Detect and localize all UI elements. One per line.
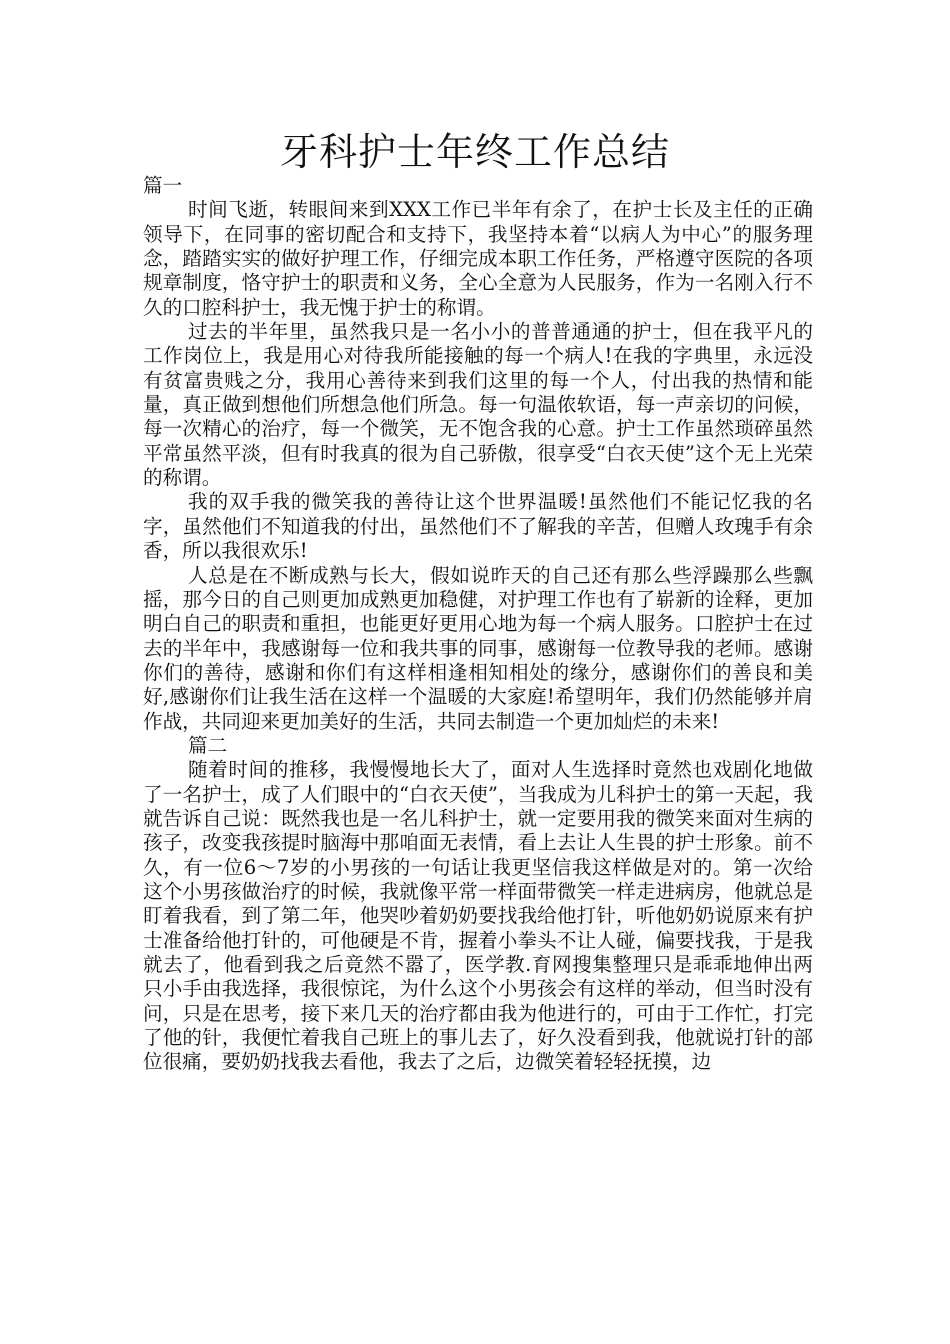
paragraph: 随着时间的推移，我慢慢地长大了，面对人生选择时竟然也戏剧化地做了一名护士，成了人们眼中的“白衣天使”，当我成为儿科护士的第一天起，我就告诉自己说：既然我也是一名儿科护士，就一定要用我的微笑来面对生病的孩子，改变我孩提时脑海中那咱面无表情，看上去让人生畏的护士形象。前不久，有一位6～7岁的小男孩的一句话让我更坚信我这样做是对的。第一次给这个小男孩做治疗的时候，我就像平常一样面带微笑一样走进病房，他就总是盯着我看，到了第二年，他哭吵着奶奶要找我给他打针，听他奶奶说原来有护士准备给他打针的，可他硬是不肯，握着小拳头不让人碰，偏要找我，于是我就去了，他看到我之后竟然不嚣了，医学教.育网搜集整理只是乖乖地伸出两只小手由我选择，我很惊诧，为什么这个小男孩会有这样的举动，但当时没有问，只是在思考，接下来几天的治疗都由我为他进行的，可由于工作忙，打完了他的针，我便忙着我自己班上的事儿去了，好久没看到我，他就说打针的部位很痛，要奶奶找我去看他，我去了之后，边微笑着轻轻抚摸，边 bbox=[143, 758, 813, 1074]
section-label-2: 篇二 bbox=[188, 733, 228, 757]
document-title: 牙科护士年终工作总结 bbox=[279, 130, 670, 174]
paragraph: 时间飞逝，转眼间来到XXX工作已半年有余了，在护士长及主任的正确领导下，在同事的密切配合和支持下，我坚持本着“以病人为中心”的服务理念，踏踏实实的做好护理工作，仔细完成本职工作任务，严格遵守医院的各项规章制度，恪守护士的职责和义务，全心全意为人民服务，作为一名刚入行不久的口腔科护士，我无愧于护士的称谓。 bbox=[143, 198, 813, 319]
document-body bbox=[143, 174, 813, 1075]
section-label-1: 篇一 bbox=[143, 174, 183, 197]
paragraph: 人总是在不断成熟与长大，假如说昨天的自己还有那么些浮躁那么些飘摇，那今日的自己则更加成熟更加稳健，对护理工作也有了崭新的诠释，更加明白自己的职责和重担，也能更好更用心地为每一个病人服务。口腔护士在过去的半年中，我感谢每一位和我共事的同事，感谢每一位教导我的老师。感谢你们的善待，感谢和你们有这样相逢相知相处的缘分，感谢你们的善良和美好,感谢你们让我生活在这样一个温暖的大家庭!希望明年，我们仍然能够并肩作战，共同迎来更加美好的生活，共同去制造一个更加灿烂的未来! bbox=[143, 563, 813, 733]
paragraph: 过去的半年里，虽然我只是一名小小的普普通通的护士，但在我平凡的工作岗位上，我是用心对待我所能接触的每一个病人!在我的字典里，永远没有贫富贵贱之分，我用心善待来到我们这里的每一个人，付出我的热情和能量，真正做到想他们所想急他们所急。每一句温侬软语，每一声亲切的问候，每一次精心的治疗，每一个微笑，无不饱含我的心意。护士工作虽然琐碎虽然平常虽然平淡，但有时我真的很为自己骄傲，很享受“白衣天使”这个无上光荣的称谓。 bbox=[143, 320, 813, 490]
paragraph: 我的双手我的微笑我的善待让这个世界温暖!虽然他们不能记忆我的名字，虽然他们不知道我的付出，虽然他们不了解我的辛苦，但赠人玫瑰手有余香，所以我很欢乐! bbox=[143, 490, 813, 563]
